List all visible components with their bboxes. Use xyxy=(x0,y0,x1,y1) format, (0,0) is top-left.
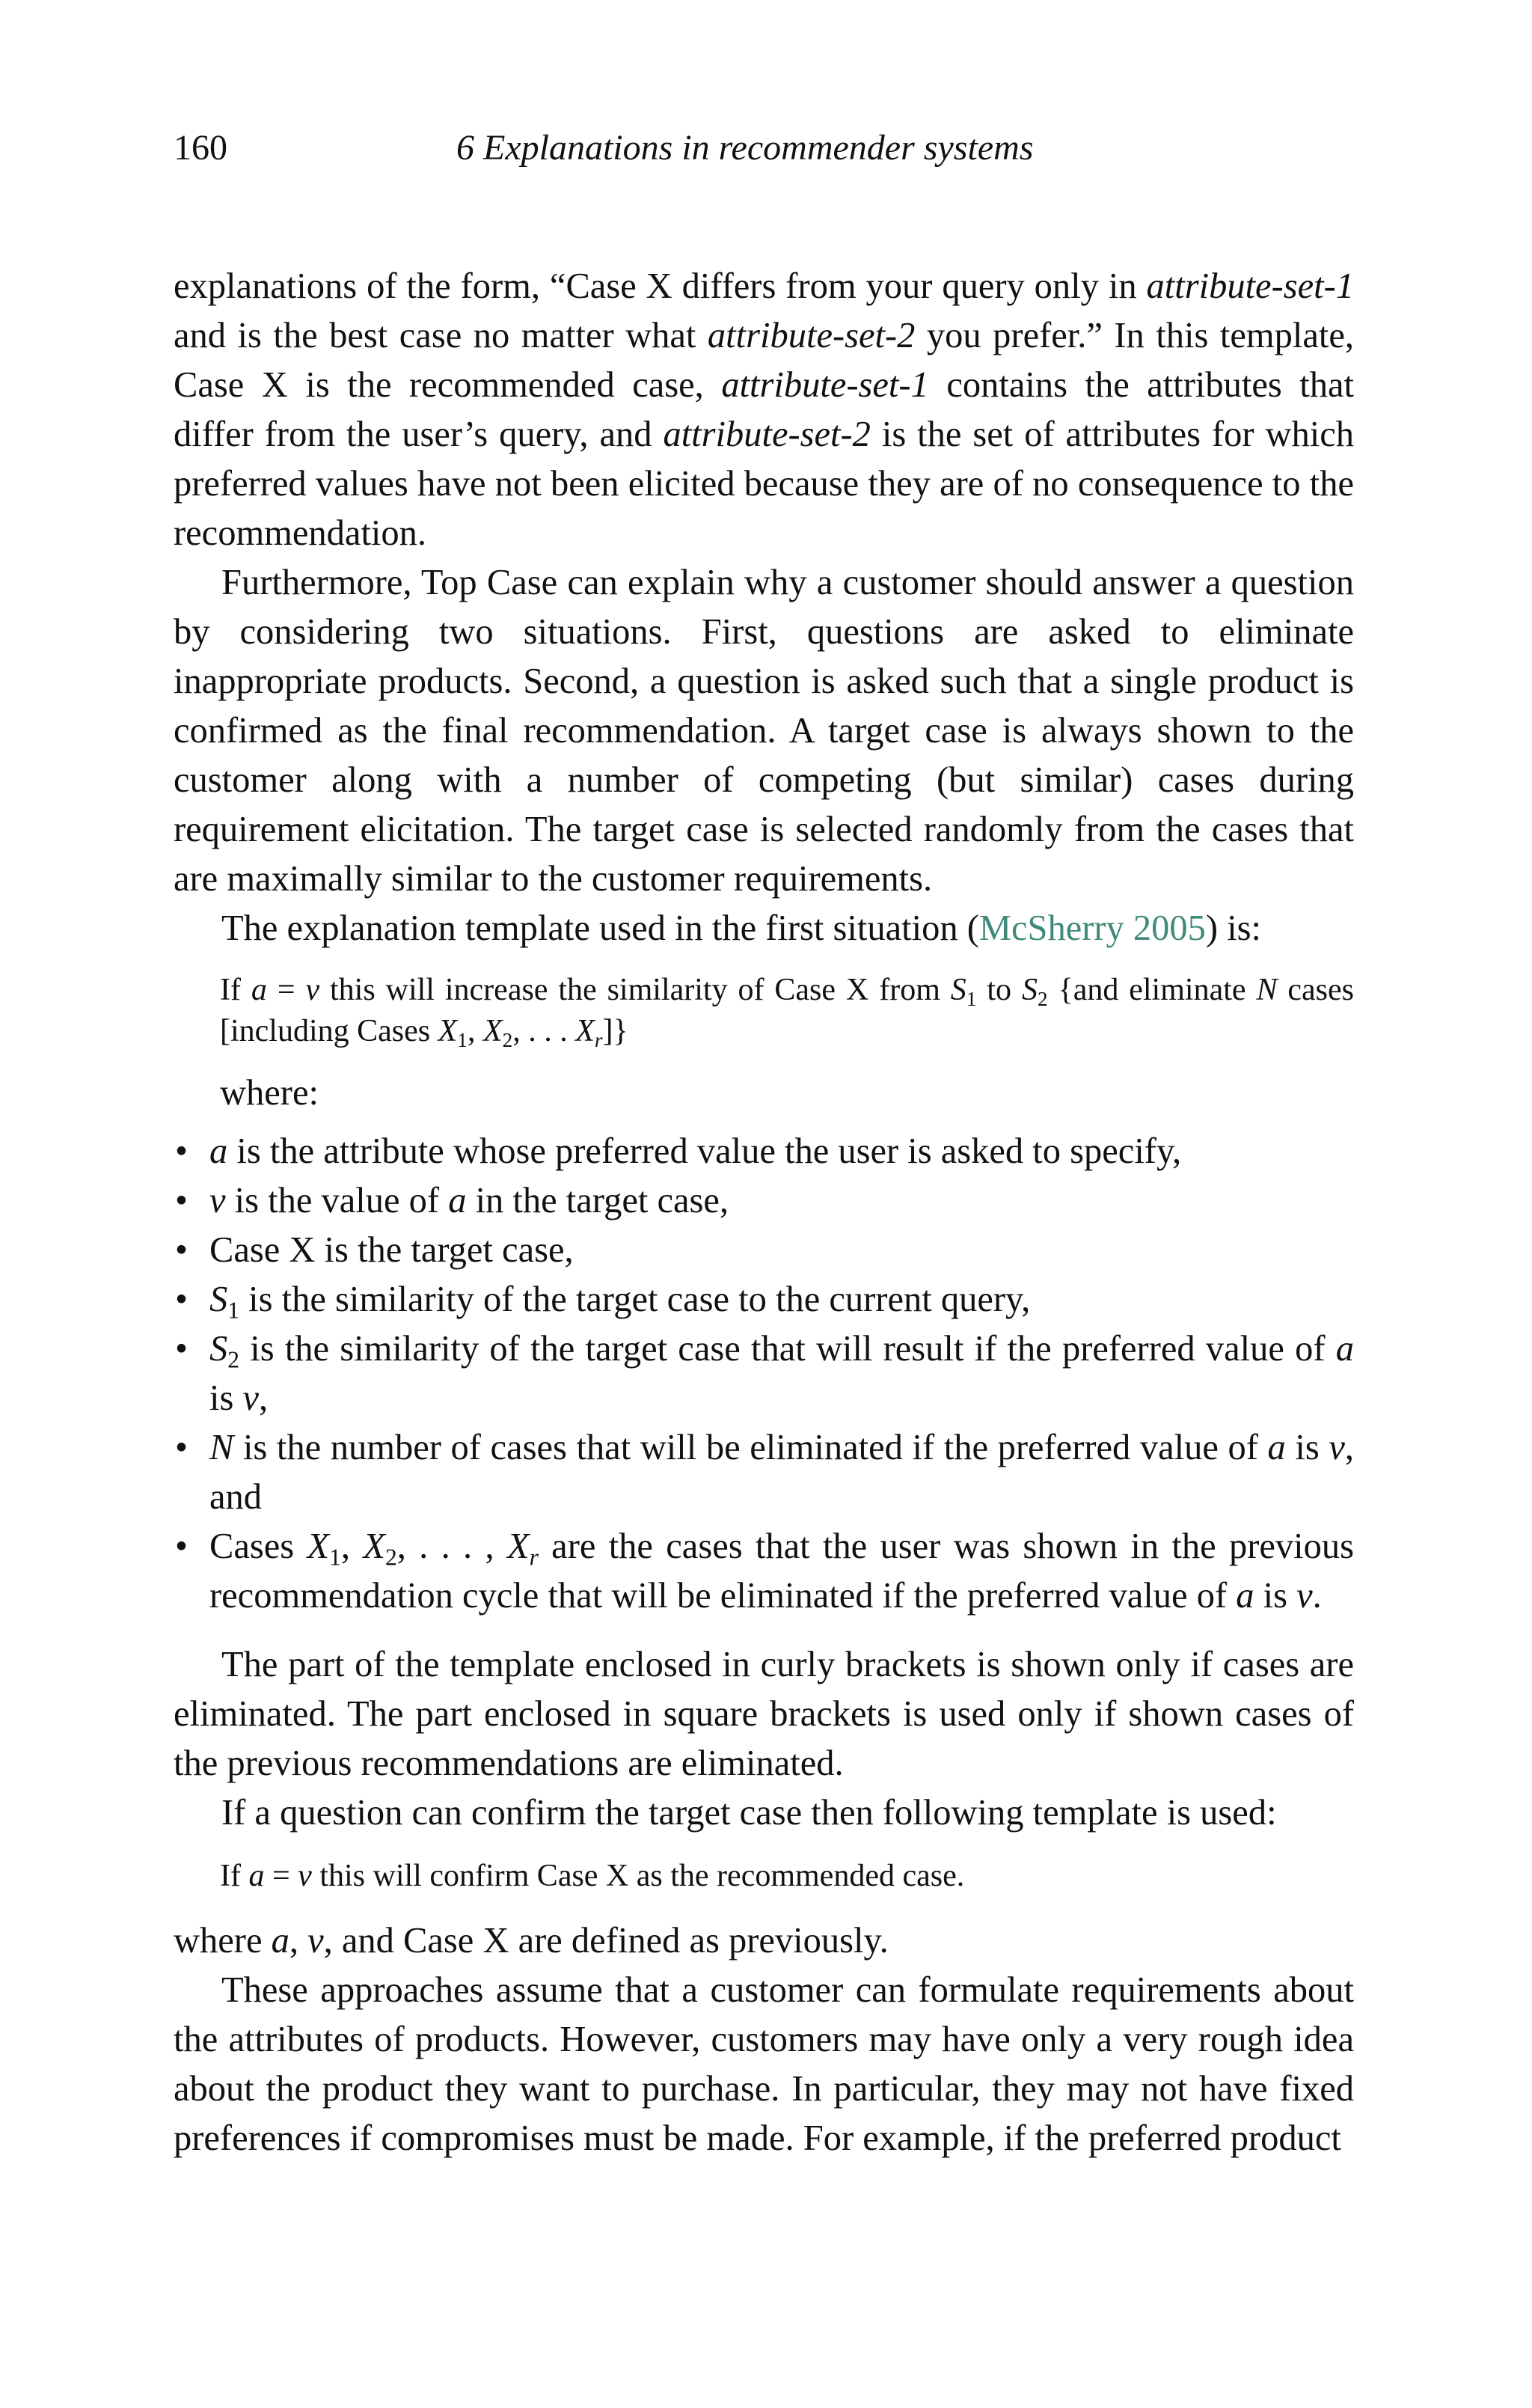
paragraph-confirm-intro: If a question can confirm the target case then following template is used: xyxy=(221,1793,1277,1833)
bullet-icon: • xyxy=(175,1131,188,1171)
bullet-icon: • xyxy=(175,1428,188,1467)
list-item: • Case X is the target case, xyxy=(174,1226,1354,1275)
page-number: 160 xyxy=(174,128,227,168)
paragraph-explanation-form: explanations of the form, “Case X differs from your query only in attribute-set-1 and is the best case no matter what attribute-set-2 you prefer.” In this template, Case X is the recommended case, attribute-set-1 contains the attributes that differ from the user’s query, and attribute-set-2 is the set of attributes for which preferred values have not been elicited because they are of no consequence to the recommendation. xyxy=(174,266,1354,553)
paragraph-where-defined: where a, v, and Case X are defined as previously. xyxy=(174,1921,889,1961)
list-item: • v is the value of a in the target case, xyxy=(174,1176,1354,1226)
list-item: • N is the number of cases that will be eliminated if the preferred value of a is v, and xyxy=(174,1423,1354,1522)
citation-link[interactable]: McSherry 2005 xyxy=(978,908,1206,948)
paragraph-template-intro: The explanation template used in the first situation (McSherry 2005) is: xyxy=(221,908,1262,948)
bullet-icon: • xyxy=(175,1230,188,1270)
body-text xyxy=(174,262,1354,2163)
bullet-icon: • xyxy=(175,1329,188,1369)
running-head xyxy=(174,126,1354,178)
bullet-icon: • xyxy=(175,1181,188,1220)
explanation-template-eliminate: If a = v this will increase the similarity of Case X from $S_1$ to $S_2$ {and eliminate N cases [including Cases $X_1$, $X_2$, . . . $X_r$]} xyxy=(220,973,1355,1052)
where-label: where: xyxy=(220,1073,319,1113)
list-item: • $S_2$ is the similarity of the target case that will result if the preferred value of a is v, xyxy=(174,1324,1354,1423)
bullet-icon: • xyxy=(175,1280,188,1319)
list-item: • Cases $X_1$, $X_2$, . . . , $X_r$ are the cases that the user was shown in the previous recommendation cycle that will be eliminated if the preferred value of a is v. xyxy=(174,1522,1354,1621)
chapter-title: 6 Explanations in recommender systems xyxy=(456,128,1034,168)
paragraph-approaches: These approaches assume that a customer can formulate requirements about the attributes of products. However, customers may have only a very rough idea about the product they want to purchase. In particular, they may not have fixed preferences if compromises must be made. For example, if the preferred product xyxy=(174,1970,1354,2158)
definition-list xyxy=(174,1127,1354,1621)
paragraph-top-case: Furthermore, Top Case can explain why a customer should answer a question by considering two situations. First, questions are asked to eliminate inappropriate products. Second, a question is asked such that a single product is confirmed as the final recommendation. A target case is always shown to the customer along with a number of competing (but similar) cases during requirement elicitation. The target case is selected randomly from the cases that are maximally similar to the customer requirements. xyxy=(174,563,1354,899)
bullet-icon: • xyxy=(175,1527,188,1566)
paragraph-brackets: The part of the template enclosed in curly brackets is shown only if cases are eliminated. The part enclosed in square brackets is used only if shown cases of the previous recommendations are eliminated. xyxy=(174,1645,1354,1783)
list-item: • $S_1$ is the similarity of the target case to the current query, xyxy=(174,1275,1354,1324)
list-item: • a is the attribute whose preferred value the user is asked to specify, xyxy=(174,1127,1354,1176)
explanation-template-confirm: If a = v this will confirm Case X as the recommended case. xyxy=(220,1859,965,1893)
